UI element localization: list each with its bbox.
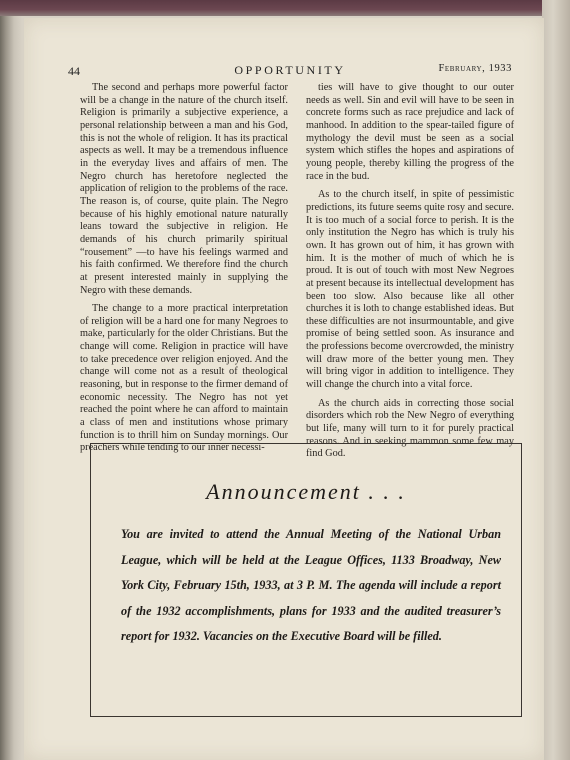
publication-title: OPPORTUNITY bbox=[234, 63, 346, 77]
left-column bbox=[80, 82, 288, 455]
announcement-title: Announcement . . . bbox=[206, 479, 406, 504]
binding-edge bbox=[0, 0, 570, 16]
paragraph: The second and perhaps more powerful factor will be a change in the nature of the church itself. Religion is primarily a subjective experience, a personal relationship between a man and his God, this is not the whole of religion. It has its practical aspects as well. It may be a tremendous influence in the everyday lives and affairs of men. The Negro church has heretofore neglected the application of religion to the problems of the race. The reason is, of course, quite plain. The Negro because of his highly emotional nature naturally leans toward the subjective in religion. He demands of his church primarily spiritual “rousement” —to have his feelings warmed and his faith confirmed. We therefore find the church at present interested mainly in supplying the Negro with these demands. bbox=[80, 82, 288, 296]
right-column bbox=[306, 82, 514, 461]
announcement-box bbox=[90, 443, 522, 717]
running-header bbox=[68, 62, 512, 78]
announcement-body: You are invited to attend the Annual Meeting of the National Urban League, which will be held at the League Offices, 1133 Broadway, New York City, February 15th, 1933, at 3 P. M. The agenda will include a report of the 1932 accomplishments, plans for 1933 and the audited treasurer’s report for 1932. Vacancies on the Executive Board will be filled. bbox=[121, 527, 501, 643]
paragraph: As to the church itself, in spite of pessimistic predictions, its future seems quite rosy and secure. It is too much of a social force to perish. It is the only institution the Negro has which is truly his own. It has grown out of him, it has grown with him. It is the mother of much of which he is proud. It is out of touch with most New Negroes at present because its intellectual development has been too slow. Also because like all other churches it is loth to change established ideas. But these difficulties are not insurmountable, and give promise of being settled soon. As insurance and the professions become overcrowded, the ministry will draw more of the better young men. They will bring vigor in addition to intelligence. They will change the church into a vital force. bbox=[306, 189, 514, 391]
paragraph: ties will have to give thought to our outer needs as well. Sin and evil will have to be seen in concrete forms such as race prejudice and lack of manhood. In addition to the spear-tailed figure of mythology the devil must be seen as a social system which stifles the hopes and aspirations of young people, thereby killing the progress of the race in the bud. bbox=[306, 82, 514, 182]
paragraph: As the church aids in correcting those social disorders which rob the New Negro of everything but life, many will turn to it for purely practical reasons. And in seeking mammon some few may find God. bbox=[306, 397, 514, 460]
page-edge bbox=[542, 0, 570, 760]
paragraph: The change to a more practical interpretation of religion will be a hard one for many Negroes to make, particularly for the older Christians. But the change will come. Religion in practice will have to take precedence over religion enjoyed. And the change will come not as a result of theological reasoning, but in response to the firmer demand of economic necessity. The Negro has not yet reached the point where he can afford to maintain a class of men and institutions whose primary function is to thrill him on Sunday mornings. Our preachers while tending to our inner necessi- bbox=[80, 303, 288, 454]
page-number: 44 bbox=[68, 64, 80, 78]
issue-date: February, 1933 bbox=[438, 63, 512, 74]
